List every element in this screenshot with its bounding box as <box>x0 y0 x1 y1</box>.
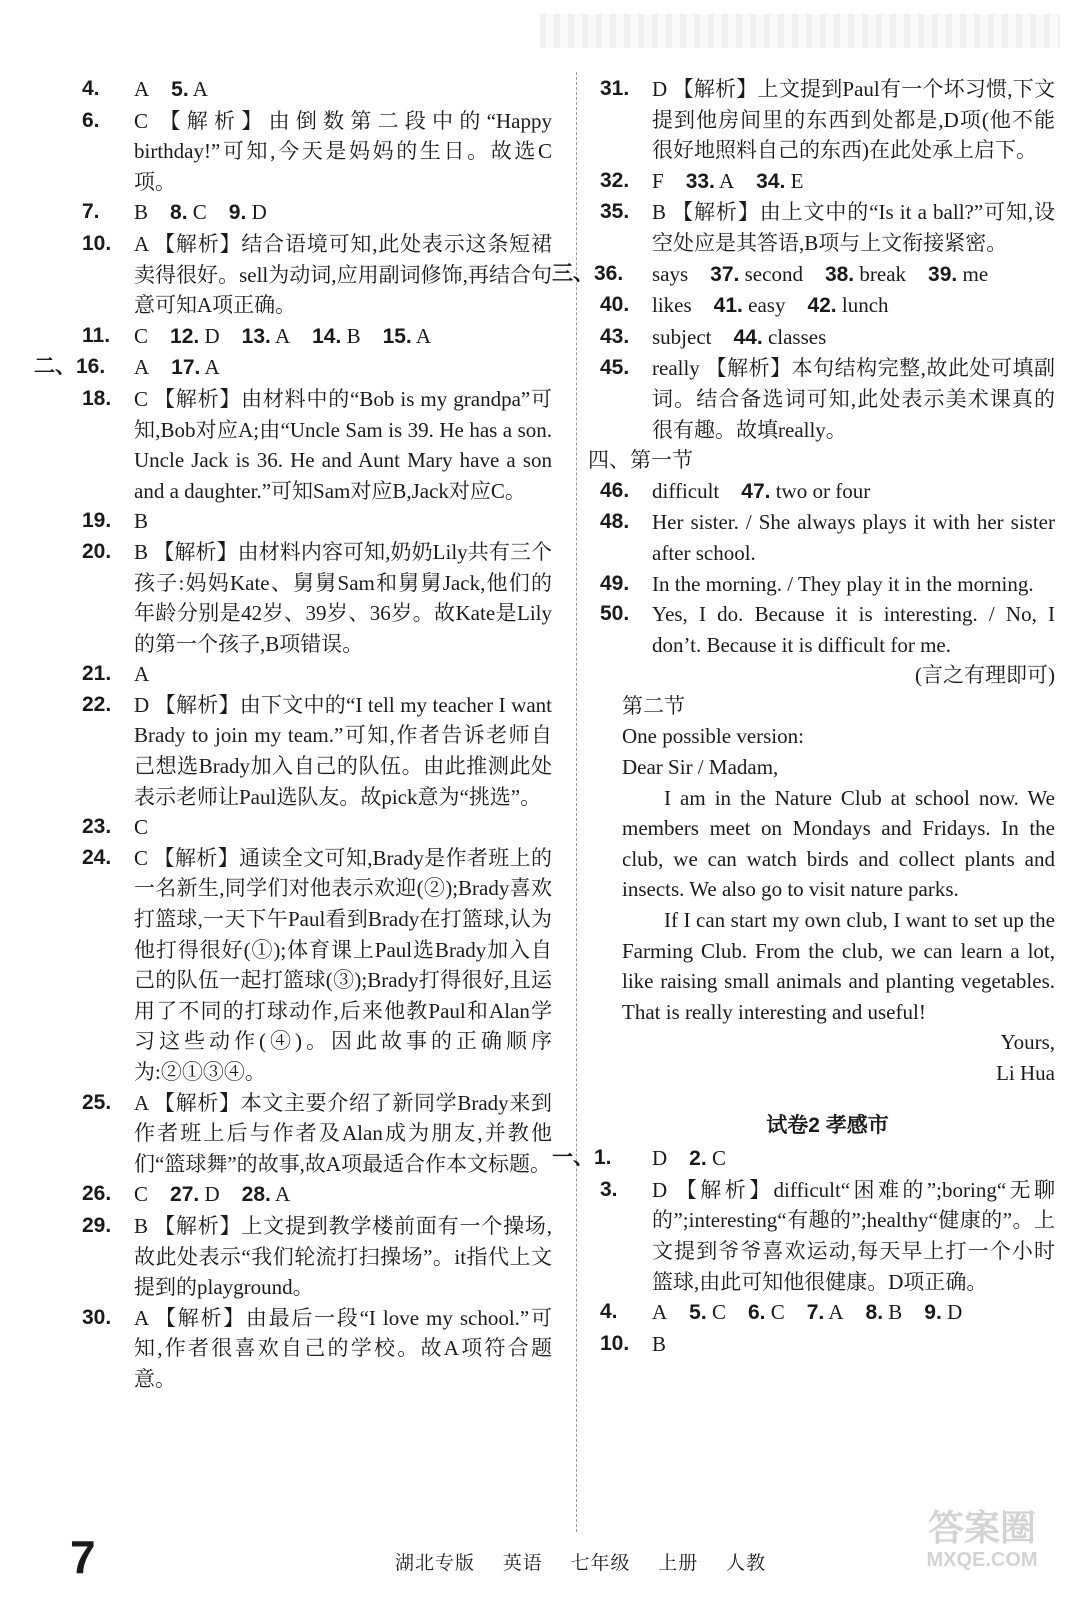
section-heading-4: 四、第一节 <box>588 448 693 473</box>
answer-text: A <box>415 323 432 348</box>
closing: Yours, <box>1000 1030 1055 1055</box>
answer-number: 28. <box>241 1183 271 1207</box>
footer-subject: 英语 <box>502 1553 543 1574</box>
section-heading-2: 第二节 <box>622 693 685 718</box>
essay-paragraph-2: If I can start my own club, I want to set up the Farming Club. From the club, we can learn a lot, like raising small animals and planting vegetables. That is really interesting and useful! <box>622 908 1055 1024</box>
answer-number: 10. <box>82 231 112 255</box>
answer-item <box>600 507 1055 568</box>
answer-text: B <box>888 1300 903 1325</box>
page-number: 7 <box>70 1531 96 1583</box>
answer-item <box>600 599 1055 660</box>
answer-number: 12. <box>170 324 200 348</box>
answer-text: A <box>274 323 291 348</box>
answer-number: 19. <box>82 509 112 533</box>
answer-text: B 【解析】上文提到教学楼前面有一个操场,故此处表示“我们轮流打扫操场”。it指代上文提到的playground。 <box>134 1213 552 1300</box>
note: (言之有理即可) <box>915 663 1055 688</box>
answer-number: 47. <box>741 479 771 503</box>
footer-edition: 湖北专版 <box>395 1553 476 1574</box>
answer-number: 15. <box>382 324 412 348</box>
answer-number: 35. <box>600 200 630 224</box>
answer-text: C 【解析】通读全文可知,Brady是作者班上的一名新生,同学们对他表示欢迎(②);Brady喜欢打篮球,一天下午Paul看到Brady在打篮球,认为他打得很好(①);体育课上Paul选Brady加入自己的队伍一起打篮球(③);Brady打得很好,且运用了不同的打球动作,后来他教Paul和Alan学习这些动作(④)。因此故事的正确顺序为:②①③④。 <box>134 845 552 1084</box>
essay-paragraph-1: I am in the Nature Club at school now. We members meet on Mondays and Fridays. In the club, we can watch birds and collect plants and insects. We also go to visit nature parks. <box>622 785 1055 902</box>
answer-number: 4. <box>82 77 100 100</box>
answer-number: 9. <box>228 201 247 225</box>
answer-number: 41. <box>713 294 743 318</box>
answer-number: 二、16. <box>34 355 106 379</box>
answer-text: In the morning. / They play it in the morning. <box>652 571 1034 596</box>
watermark-logo <box>907 1508 1057 1578</box>
answer-text: A 【解析】本文主要介绍了新同学Brady来到作者班上后与作者及Alan成为朋友,并教他们“篮球舞”的故事,故A项最适合作本文标题。 <box>134 1090 552 1176</box>
answer-text: classes <box>767 324 827 349</box>
answer-number: 5. <box>689 1301 707 1325</box>
answer-number: 29. <box>82 1213 112 1237</box>
answer-number: 4. <box>600 1300 618 1324</box>
answer-text: C 【解析】由材料中的“Bob is my grandpa”可知,Bob对应A;由“Uncle Sam is 39. He has a son. Uncle Jack is 36. He and Aunt Mary have a son and a daughter.”可知Sam对应B,Jack对应C。 <box>134 386 552 503</box>
answer-number: 8. <box>865 1301 884 1325</box>
answer-number: 18. <box>82 386 112 410</box>
answer-item <box>600 1297 1055 1329</box>
answer-number: 6. <box>82 108 100 132</box>
answer-text: B 【解析】由上文中的“Is it a ball?”可知,设空处应是其答语,B项与上文衔接紧密。 <box>652 200 1055 255</box>
answer-number: 44. <box>733 325 763 349</box>
answer-number: 2. <box>689 1147 707 1171</box>
answer-number: 32. <box>600 168 630 192</box>
answer-text: A <box>204 355 220 380</box>
paper-title: 试卷2 孝感市 <box>766 1113 889 1137</box>
answer-text: says <box>652 261 689 286</box>
answer-number: 9. <box>924 1301 942 1325</box>
answer-number: 5. <box>171 78 189 101</box>
answer-item <box>82 1303 552 1395</box>
answer-number: 10. <box>600 1331 630 1355</box>
answer-text: D <box>204 323 220 348</box>
answer-number: 50. <box>600 602 630 626</box>
answer-text: difficult <box>652 478 720 503</box>
answer-number: 三、36. <box>552 261 624 285</box>
answer-item <box>82 229 552 321</box>
answer-item <box>600 322 1055 354</box>
answer-number: 21. <box>82 662 112 686</box>
answer-number: 27. <box>170 1183 200 1207</box>
answer-text: C <box>134 1182 149 1207</box>
answer-number: 31. <box>600 77 630 100</box>
answer-number: 38. <box>824 262 855 286</box>
answer-number: 49. <box>600 571 630 595</box>
answer-item <box>552 1143 1055 1175</box>
answer-item <box>600 476 1055 508</box>
answer-text: second <box>744 261 803 286</box>
answer-text: C <box>134 323 149 348</box>
watermark-text: 答案圈 <box>927 1507 1036 1548</box>
answer-text: A <box>134 355 150 380</box>
answer-text: B <box>134 509 149 534</box>
answer-text: D 【解析】由下文中的“I tell my teacher I want Brady to join my team.”可知,作者告诉老师自己想选Brady加入自己的队伍。由此推测此处表示老师让Paul选队友。故pick意为“挑选”。 <box>134 692 552 809</box>
answer-item <box>600 353 1055 445</box>
answer-text: A <box>134 77 150 101</box>
footer-volume: 上册 <box>658 1553 699 1574</box>
answer-number: 40. <box>600 293 630 317</box>
answer-item <box>34 352 552 384</box>
answer-number: 20. <box>82 539 112 563</box>
answer-number: 39. <box>928 262 958 286</box>
answer-text: C <box>711 1300 726 1325</box>
answer-number: 34. <box>756 169 786 193</box>
answer-number: 48. <box>600 510 630 534</box>
answer-item <box>600 166 1055 198</box>
answer-text: two or four <box>775 478 871 503</box>
answer-text: D <box>947 1300 963 1325</box>
answer-text: C <box>770 1300 785 1325</box>
answer-item <box>82 506 552 537</box>
answer-item <box>82 659 552 690</box>
answer-text: D <box>652 1146 668 1171</box>
answer-text: B <box>652 1331 667 1356</box>
answer-number: 37. <box>710 262 740 286</box>
answer-item <box>82 197 552 229</box>
answer-number: 26. <box>82 1182 112 1206</box>
answer-text: C 【解析】由倒数第二段中的“Happy birthday!”可知,今天是妈妈的生日。故选C项。 <box>134 108 552 194</box>
answer-item <box>82 1088 552 1180</box>
answer-text: lunch <box>841 293 889 318</box>
answer-item <box>600 197 1055 258</box>
answer-text: C <box>711 1146 726 1171</box>
answer-item <box>600 74 1055 166</box>
answer-text: me <box>962 261 989 286</box>
answer-item <box>82 321 552 353</box>
answer-number: 25. <box>82 1090 112 1114</box>
answer-item <box>600 1329 1055 1360</box>
answer-text: A <box>134 662 150 687</box>
answer-text: D 【解析】difficult“困难的”;boring“无聊的”;interesting“有趣的”;healthy“健康的”。上文提到爷爷喜欢运动,每天早上打一个小时篮球,由此可知他很健康。D项正确。 <box>652 1177 1055 1294</box>
answer-number: 13. <box>241 324 271 348</box>
answer-number: 42. <box>807 294 837 318</box>
answer-text: B 【解析】由材料内容可知,奶奶Lily共有三个孩子:妈妈Kate、舅舅Sam和舅舅Jack,他们的年龄分别是42岁、39岁、36岁。故Kate是Lily的第一个孩子,B项错误。 <box>134 539 552 656</box>
answer-text: B <box>346 323 361 348</box>
answer-text: really 【解析】本句结构完整,故此处可填副词。结合备选词可知,此处表示美术课真的很有趣。故填really。 <box>652 356 1055 442</box>
answer-number: 17. <box>171 356 201 380</box>
answer-item <box>600 569 1055 600</box>
column-divider <box>576 72 577 1532</box>
header-decoration <box>540 14 1060 48</box>
answer-text: D 【解析】上文提到Paul有一个坏习惯,下文提到他房间里的东西到处都是,D项(他不能很好地照料自己的东西)在此处承上启下。 <box>652 77 1055 163</box>
answer-number: 3. <box>600 1177 618 1201</box>
salutation: Dear Sir / Madam, <box>622 755 779 780</box>
answer-text: A 【解析】由最后一段“I love my school.”可知,作者很喜欢自己的学校。故A项符合题意。 <box>134 1305 552 1391</box>
answer-item <box>82 537 552 659</box>
answer-number: 24. <box>82 845 112 869</box>
footer <box>395 1548 788 1575</box>
version-label: One possible version: <box>622 724 804 749</box>
answer-text: C <box>134 815 149 840</box>
answer-text: A 【解析】结合语境可知,此处表示这条短裙卖得很好。sell为动词,应用副词修饰,再结合句意可知A项正确。 <box>134 231 552 318</box>
answer-number: 一、1. <box>552 1146 612 1170</box>
answer-number: 7. <box>82 200 100 224</box>
answer-number: 14. <box>312 324 342 348</box>
signature: Li Hua <box>996 1061 1055 1085</box>
answer-item <box>82 690 552 812</box>
answer-text: C <box>192 200 207 225</box>
answer-item <box>82 1179 552 1211</box>
answer-item <box>82 74 552 106</box>
answer-text: A <box>192 77 208 101</box>
answer-number: 43. <box>600 324 630 348</box>
answer-text: A <box>828 1300 844 1325</box>
answer-text: F <box>652 168 664 193</box>
answer-text: A <box>718 168 735 193</box>
answer-item <box>82 843 552 1088</box>
answer-item <box>82 1211 552 1303</box>
answer-text: break <box>859 261 907 286</box>
answer-text: B <box>134 200 149 225</box>
answer-text: A <box>274 1182 291 1207</box>
answer-number: 7. <box>806 1301 825 1325</box>
left-column <box>34 74 552 1395</box>
watermark-url: MXQE.COM <box>926 1549 1038 1571</box>
answer-number: 46. <box>600 478 630 502</box>
answer-number: 22. <box>82 692 112 716</box>
answer-text: D <box>204 1182 220 1207</box>
answer-text: Her sister. / She always plays it with her sister after school. <box>652 510 1055 565</box>
answer-text: D <box>251 200 267 225</box>
answer-item <box>600 290 1055 322</box>
answer-text: A <box>652 1300 668 1325</box>
answer-number: 45. <box>600 356 630 380</box>
answer-number: 33. <box>685 169 715 193</box>
footer-publisher: 人教 <box>726 1553 767 1574</box>
answer-number: 23. <box>82 815 112 839</box>
answer-item <box>552 259 1055 291</box>
answer-number: 30. <box>82 1305 112 1329</box>
answer-item <box>600 1175 1055 1297</box>
answer-number: 6. <box>747 1301 766 1325</box>
answer-text: E <box>790 168 804 193</box>
right-column <box>552 74 1055 1359</box>
footer-grade: 七年级 <box>570 1553 631 1574</box>
answer-text: subject <box>652 324 712 349</box>
answer-text: Yes, I do. Because it is interesting. / No, I don’t. Because it is difficult for me. <box>652 602 1055 657</box>
answer-number: 11. <box>82 323 111 347</box>
answer-item <box>82 812 552 843</box>
answer-item <box>82 106 552 198</box>
answer-item <box>82 384 552 506</box>
answer-text: likes <box>652 293 692 318</box>
answer-text: easy <box>748 293 786 318</box>
answer-number: 8. <box>170 201 188 225</box>
